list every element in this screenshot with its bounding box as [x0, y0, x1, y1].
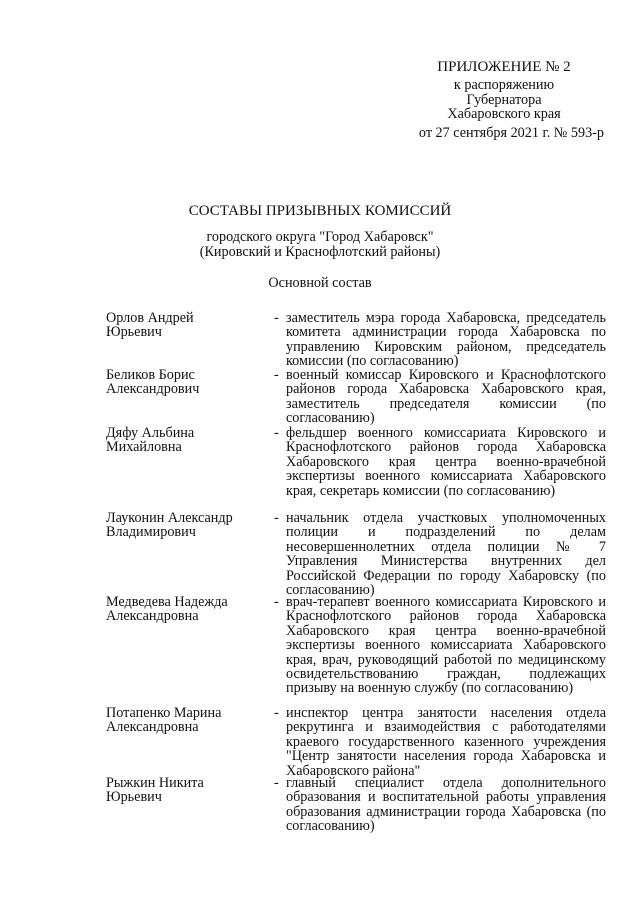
- heading-line-2: (Кировский и Краснофлотский районы): [199, 243, 441, 260]
- member-name: [106, 311, 274, 369]
- member-name-line-1: Рыжкин Никита: [106, 775, 204, 791]
- member-row: [106, 706, 606, 778]
- appendix-date: от 27 сентября 2021 г. № 593-р: [418, 125, 604, 141]
- member-name-line-2: Александровна: [106, 719, 199, 736]
- appendix-block: [404, 59, 604, 141]
- member-name: [106, 776, 274, 834]
- section-subtitle: Основной состав: [268, 275, 372, 291]
- member-dash: -: [274, 310, 279, 326]
- member-name-line-2: Юрьевич: [106, 324, 162, 341]
- member-dash: -: [274, 594, 279, 610]
- document-heading: [0, 204, 640, 259]
- member-name-line-1: Беликов Борис: [106, 367, 195, 383]
- member-name-line-2: Михайловна: [106, 439, 182, 456]
- member-dash: -: [274, 425, 279, 441]
- member-dash: -: [274, 775, 279, 791]
- member-name-line-2: Александровна: [106, 608, 199, 625]
- member-role: врач-терапевт военного комиссариата Кировского и Краснофлотского районов города Хабаровска Хабаровского края центра военно-врачебной экспертизы военного комиссариата Хабаровского края, врач, руководящий работой по медицинскому освидетельствованию граждан, подлежащих призыву на военную службу (по согласованию): [286, 594, 606, 697]
- member-name: [106, 511, 274, 597]
- member-role: начальник отдела участковых уполномоченных полиции и подразделений по делам несовершеннолетних отдела полиции № 7 Управления Министерства внутренних дел Российской Федерации по городу Хабаровску (по согласованию): [286, 510, 606, 599]
- member-name-line-1: Лауконин Александр: [106, 510, 233, 526]
- member-name-line-1: Медведева Надежда: [106, 594, 228, 610]
- member-role: заместитель мэра города Хабаровска, председатель комитета администрации города Хабаровска по управлению Кировским районом, председатель комиссии (по согласованию): [286, 310, 606, 370]
- member-name: [106, 426, 274, 498]
- appendix-line-2: Губернатора: [466, 91, 542, 108]
- appendix-line-1: к распоряжению: [453, 77, 555, 94]
- member-row: [106, 426, 606, 498]
- member-dash: -: [274, 510, 279, 526]
- member-name-line-2: Юрьевич: [106, 789, 162, 806]
- document-title: СОСТАВЫ ПРИЗЫВНЫХ КОМИССИЙ: [188, 203, 452, 219]
- member-dash: -: [274, 705, 279, 721]
- member-name: [106, 595, 274, 696]
- member-row: [106, 311, 606, 369]
- member-name-line-1: Потапенко Марина: [106, 705, 222, 721]
- member-role: инспектор центра занятости населения отдела рекрутинга и взаимодействия с работодателями краевого государственного казенного учреждения "Центр занятости населения города Хабаровска и Хабаровского района": [286, 705, 606, 779]
- member-row: [106, 511, 606, 597]
- member-name-line-1: Дяфу Альбина: [106, 425, 195, 441]
- appendix-line-3: Хабаровского края: [447, 106, 561, 123]
- member-role: фельдшер военного комиссариата Кировского и Краснофлотского районов города Хабаровска Хабаровского края центра военно-врачебной экспертизы военного комиссариата Хабаровского края, секретарь комиссии (по согласованию): [286, 425, 606, 499]
- member-row: [106, 776, 606, 834]
- heading-line-1: городского округа "Город Хабаровск": [206, 229, 434, 246]
- appendix-title: ПРИЛОЖЕНИЕ № 2: [437, 59, 571, 75]
- member-row: [106, 368, 606, 426]
- member-name-line-1: Орлов Андрей: [106, 310, 194, 326]
- member-row: [106, 595, 606, 696]
- member-name: [106, 706, 274, 778]
- member-name: [106, 368, 274, 426]
- member-name-line-2: Владимирович: [106, 524, 196, 541]
- member-name-line-2: Александрович: [106, 381, 200, 398]
- member-dash: -: [274, 367, 279, 383]
- member-role: главный специалист отдела дополнительного образования и воспитательной работы управления образования администрации города Хабаровска (по согласованию): [286, 775, 606, 835]
- member-role: военный комиссар Кировского и Краснофлотского районов города Хабаровска Хабаровского края, заместитель председателя комиссии (по согласованию): [286, 367, 606, 427]
